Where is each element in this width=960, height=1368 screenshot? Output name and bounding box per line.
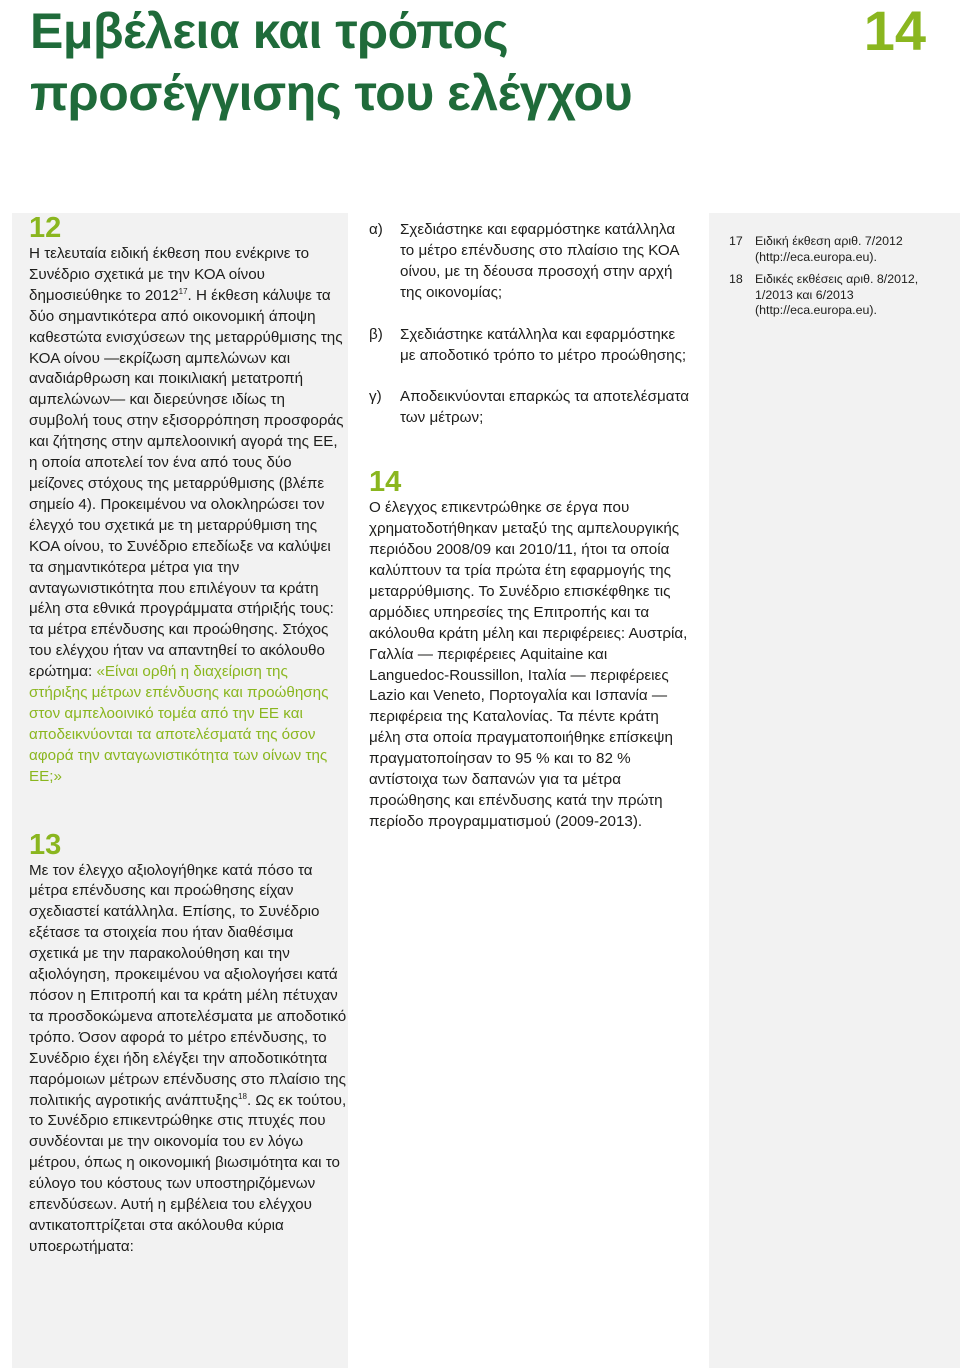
footnote-ref-18: 18 <box>238 1091 247 1101</box>
sub-question-text: Σχεδιάστηκε και εφαρμόστηκε κατάλληλα το μέτρο επένδυσης στο πλαίσιο της ΚΟΑ οίνου, με τη δέουσα προσοχή στην αρχή της οικονομίας; <box>400 221 679 301</box>
page-title-line-2: προσέγγισης του ελέγχου <box>30 65 633 121</box>
page-title-line-1: Εμβέλεια και τρόπος <box>30 3 509 59</box>
paragraph-number-14: 14 <box>369 466 402 499</box>
paragraph-number-12: 12 <box>29 212 62 244</box>
footnote-text: Ειδική έκθεση αριθ. 7/2012 (http://eca.europa.eu). <box>755 234 903 264</box>
left-column <box>29 213 347 1258</box>
page-number: 14 <box>863 0 926 62</box>
footnote-ref-17: 17 <box>178 286 188 296</box>
footnote <box>729 234 951 265</box>
sub-question-text: Αποδεικνύονται επαρκώς τα αποτελέσματα των μέτρων; <box>400 388 690 427</box>
paragraph-number-13: 13 <box>29 828 62 861</box>
sub-question-label: γ) <box>369 388 382 406</box>
paragraph-12 <box>29 244 347 788</box>
sub-question <box>369 220 691 304</box>
page-title <box>30 0 632 124</box>
paragraph-12-text-end: . Η έκθεση κάλυψε τα δύο σημαντικότερα από οικονομική άποψη καθεστώτα ενισχύσεων της μεταρρύθμισης της ΚΟΑ οίνου —εκρίζωση αμπελώνων και αναδιάρθρωση και ποικιλιακή μετατροπή αμπελώνων— και διερεύνησε ιδίως τη συμβολή τους στην εξισορρόπηση προσφοράς και ζήτησης στην αμπελοοινική αγορά της ΕΕ, η οποία αποτελεί τον ένα από τους δύο μείζονες στόχους της μεταρρύθμισης (βλέπε σημείο 4). Προκειμένου να ολοκληρώσει τον έλεγχό του σχετικά με τη μεταρρύθμιση της ΚΟΑ οίνου, το Συνέδριο επεδίωξε να καλύψει τα σημαντικότερα μέτρα για την ανταγωνιστικότητα που επιλέγουν τα κράτη μέλη στα εθνικά προγράμματα στήριξής τους: τα μέτρα επένδυσης και προώθησης. Στόχος του ελέγχου ήταν να απαντηθεί το ακόλουθο ερώτημα: <box>29 286 344 681</box>
sub-question-text: Σχεδιάστηκε κατάλληλα και εφαρμόστηκε με αποδοτικό τρόπο το μέτρο προώθησης; <box>400 325 687 364</box>
footnote-number: 17 <box>729 234 743 248</box>
footnote-list <box>729 234 951 326</box>
sub-question-label: α) <box>369 221 383 238</box>
footnote-number: 18 <box>729 272 743 287</box>
sub-question <box>369 387 691 429</box>
paragraph-14: Ο έλεγχος επικεντρώθηκε σε έργα που χρηματοδοτήθηκαν μεταξύ της αμπελουργικής περιόδου 2008/09 και 2010/11, ήτοι τα οποία καλύπτουν τα τρία πρώτα έτη εφαρμογής της μεταρρύθμισης. Το Συνέδριο επισκέφθηκε τις αρμόδιες υπηρεσίες της Επιτροπής και τα ακόλουθα κράτη μέλη και περιφέρειες: Αυστρία, Γαλλία — περιφέρειες Aquitaine και Languedoc-Roussillon, Ιταλία — περιφέρειες Lazio και Veneto, Πορτογαλία και Ισπανία — περιφέρεια της Καταλονίας. Τα πέντε κράτη μέλη στα οποία πραγματοποιήθηκε επίσκεψη πραγματοποίησαν το 95 % και το 82 % αντίστοιχα των δαπανών για τα μέτρα προώθησης και επένδυσης κατά την πρώτη περίοδο προγραμματισμού (2009-2013). <box>369 499 688 830</box>
sub-question-list <box>369 220 691 429</box>
sub-question <box>369 325 691 367</box>
footnote <box>729 272 951 319</box>
audit-question: «Είναι ορθή η διαχείριση της στήριξης μέτρων επένδυσης και προώθησης στον αμπελοοινικό τομέα από την ΕΕ και αποδεικνύονται τα αποτελέσματά της όσον αφορά την ανταγωνιστικότητα των οίνων της ΕΕ;» <box>29 663 329 785</box>
paragraph-13-text-end: . Ως εκ τούτου, το Συνέδριο επικεντρώθηκε στις πτυχές που συνδέονται με την οικονομία του εν λόγω μέτρου, όπως η οικονομική βιωσιμότητα και το εύλογο του κόστους των υποστηριζόμενων επενδύσεων. Αυτή η εμβέλεια του ελέγχου αντικατοπτρίζεται στα ακόλουθα κύρια υποερωτήματα: <box>29 1091 347 1255</box>
paragraph-13 <box>29 861 347 1258</box>
sub-question-label: β) <box>369 325 383 343</box>
footnote-sidebar-background <box>709 213 960 1368</box>
paragraph-12-text-start: Η τελευταία ειδική έκθεση που ενέκρινε το Συνέδριο σχετικά με την ΚΟΑ οίνου δημοσιεύθηκε το 2012 <box>29 245 310 304</box>
middle-column <box>369 220 691 833</box>
footnote-text: Ειδικές εκθέσεις αριθ. 8/2012, 1/2013 και 6/2013 (http://eca.europa.eu). <box>755 272 919 318</box>
paragraph-13-text-start: Με τον έλεγχο αξιολογήθηκε κατά πόσο τα μέτρα επένδυσης και προώθησης είχαν σχεδιαστεί κατάλληλα. Επίσης, το Συνέδριο εξέτασε τα στοιχεία που ήταν διαθέσιμα σχετικά με την παρακολούθηση και την αξιολόγηση, προκειμένου να αξιολογήσει κατά πόσον η Επιτροπή και τα κράτη μέλη πέτυχαν τα προσδοκώμενα αποτελέσματα με αποδοτικό τρόπο. Όσον αφορά το μέτρο επένδυσης, το Συνέδριο έχει ήδη ελέγξει την αποδοτικότητα παρόμοιων μέτρων επένδυσης στο πλαίσιο της πολιτικής αγροτικής ανάπτυξης <box>29 861 347 1109</box>
